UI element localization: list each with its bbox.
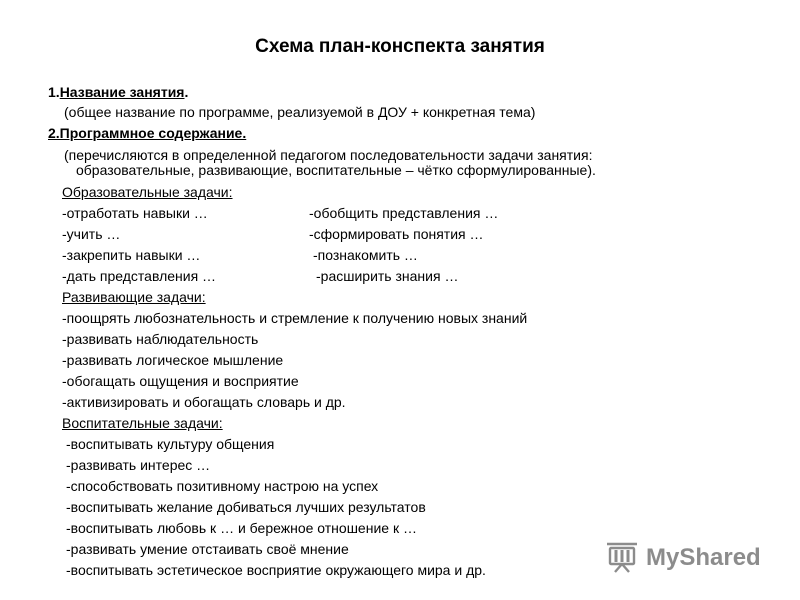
educational-item-left: -закрепить навыки … — [62, 247, 201, 263]
projector-screen-icon — [607, 544, 637, 572]
upbringing-item: -развивать умение отстаивать своё мнение — [66, 541, 349, 557]
educational-item-right: -обобщить представления … — [309, 205, 499, 221]
developmental-item: -активизировать и обогащать словарь и др. — [62, 394, 346, 410]
developmental-item: -обогащать ощущения и восприятие — [62, 373, 299, 389]
educational-item-right: -сформировать понятия … — [309, 226, 484, 242]
watermark-text: MyShared — [646, 544, 761, 571]
educational-item-left: -учить … — [62, 226, 121, 242]
section1-note: (общее название по программе, реализуемой в ДОУ + конкретная тема) — [64, 104, 536, 120]
upbringing-item: -воспитывать эстетическое восприятие окружающего мира и др. — [66, 562, 486, 578]
upbringing-item: -воспитывать культуру общения — [66, 436, 275, 452]
educational-item-right: -познакомить … — [313, 247, 418, 263]
educational-item-left: -дать представления … — [62, 268, 217, 284]
section1-heading-number: 1. — [48, 84, 60, 100]
page-title: Схема план-конспекта занятия — [255, 36, 545, 57]
educational-item-right: -расширить знания … — [316, 268, 459, 284]
watermark-logo — [604, 538, 774, 574]
section1-heading-text: Название занятия — [59, 84, 185, 100]
section1-heading — [48, 84, 188, 101]
developmental-label: Развивающие задачи: — [62, 289, 206, 305]
upbringing-item: -воспитывать желание добиваться лучших результатов — [66, 499, 426, 515]
developmental-item: -поощрять любознательность и стремление к получению новых знаний — [62, 310, 528, 326]
educational-item-left: -отработать навыки … — [62, 205, 208, 221]
section2-heading: 2.Программное содержание. — [48, 125, 247, 141]
section2-note-line2: образовательные, развивающие, воспитательные – чётко сформулированные). — [76, 162, 596, 178]
upbringing-item: -способствовать позитивному настрою на успех — [66, 478, 379, 494]
section2-note-line1: (перечисляются в определенной педагогом последовательности задачи занятия: — [64, 147, 593, 163]
upbringing-item: -развивать интерес … — [66, 457, 211, 473]
developmental-item: -развивать логическое мышление — [62, 352, 284, 368]
developmental-item: -развивать наблюдательность — [62, 331, 259, 347]
upbringing-item: -воспитывать любовь к … и бережное отношение к … — [66, 520, 417, 536]
upbringing-label: Воспитательные задачи: — [62, 415, 223, 431]
section1-heading-tail: . — [184, 84, 189, 100]
educational-label: Образовательные задачи: — [62, 184, 233, 200]
